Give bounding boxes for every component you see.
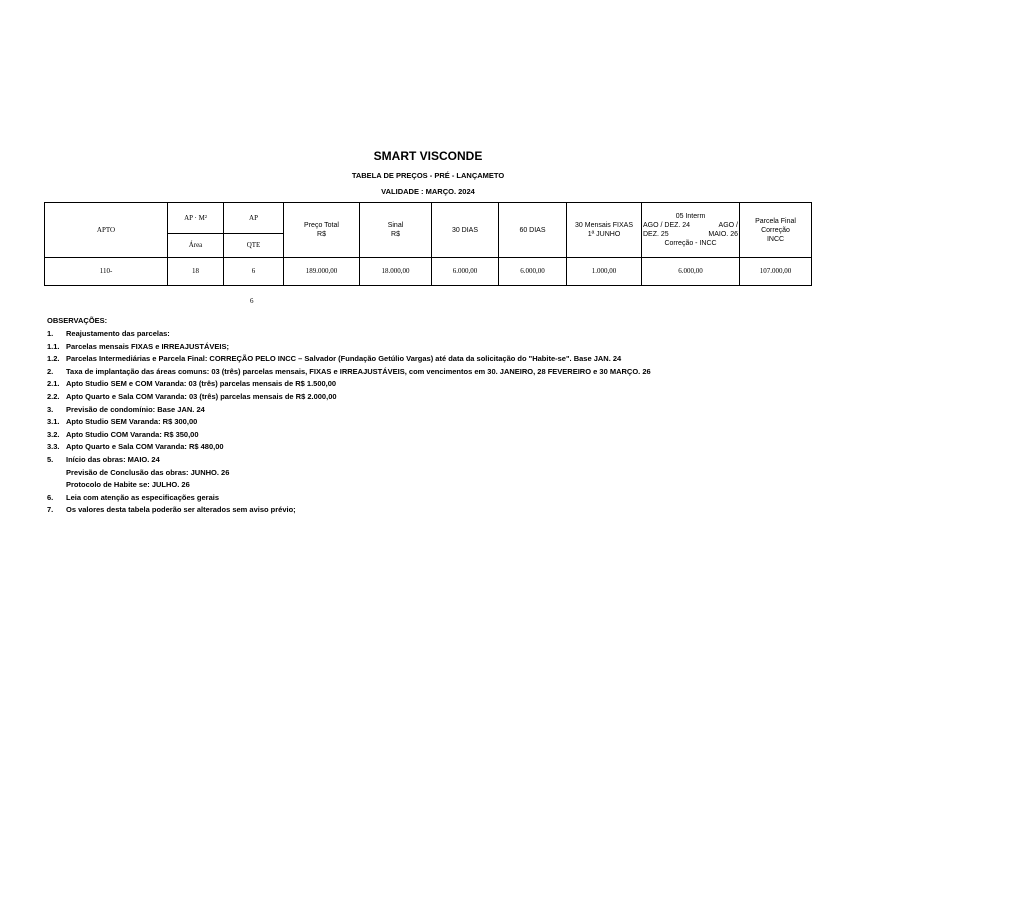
list-item: 1.1. Parcelas mensais FIXAS e IRREAJUSTÁVEIS; <box>47 341 229 351</box>
list-item: 6. Leia com atenção as especificações gerais <box>47 492 219 502</box>
header-intermediarias <box>642 203 740 258</box>
header-mensais-line1: 30 Mensais FIXAS <box>575 222 633 229</box>
list-item: Protocolo de Habite se: JULHO. 26 <box>66 480 190 490</box>
header-sinal <box>360 203 432 258</box>
cell-apto: 110- <box>45 258 168 286</box>
header-interm-line4: Correção - INCC <box>664 240 717 247</box>
header-preco-total <box>284 203 360 258</box>
document-title: SMART VISCONDE <box>373 149 483 163</box>
header-preco-total-line1: Preço Total <box>304 222 339 229</box>
header-60-dias: 60 DIAS <box>499 203 567 258</box>
cell-60-dias: 6.000,00 <box>499 258 567 286</box>
cell-parcela-final: 107.000,00 <box>740 258 812 286</box>
list-item: 3.2. Apto Studio COM Varanda: R$ 350,00 <box>47 429 199 439</box>
header-ap-m2: AP · M² <box>168 203 224 234</box>
header-interm-line2a: AGO / DEZ. 24 <box>643 222 691 229</box>
list-item: 7. Os valores desta tabela poderão ser alterados sem aviso prévio; <box>47 505 296 515</box>
table-row <box>45 258 812 286</box>
cell-sinal: 18.000,00 <box>360 258 432 286</box>
header-preco-total-line2: R$ <box>317 231 326 238</box>
observations-list <box>47 328 807 517</box>
cell-intermediarias: 6.000,00 <box>642 258 740 286</box>
header-interm-line3a: DEZ. 25 <box>643 231 669 238</box>
header-apto: APTO <box>45 203 168 258</box>
cell-mensais: 1.000,00 <box>567 258 642 286</box>
header-final-line2: Correção <box>761 226 790 234</box>
cell-30-dias: 6.000,00 <box>432 258 499 286</box>
cell-preco-total: 189.000,00 <box>284 258 360 286</box>
observations-title: OBSERVAÇÕES: <box>47 316 108 325</box>
cell-qte: 6 <box>224 258 284 286</box>
header-sinal-line2: R$ <box>391 231 400 238</box>
header-ap: AP <box>224 203 284 234</box>
header-interm-line3b: MAIO. 26 <box>708 231 738 238</box>
list-item: 1. Reajustamento das parcelas: <box>47 329 170 338</box>
document-subtitle: TABELA DE PREÇOS - PRÉ - LANÇAMETO <box>351 171 505 180</box>
header-final-line3: INCC <box>766 235 785 243</box>
list-item: 5. Início das obras: MAIO. 24 <box>47 454 160 464</box>
header-parcela-final <box>740 203 812 258</box>
price-table <box>44 202 812 286</box>
header-mensais <box>567 203 642 258</box>
list-item: 1.2. Parcelas Intermediárias e Parcela Final: CORREÇÃO PELO INCC – Salvador (Fundação Getúlio Vargas) até data da solicitação do "Habite-se". Base JAN. 24 <box>47 354 622 364</box>
list-item: 2. Taxa de implantação das áreas comuns: 03 (três) parcelas mensais, FIXAS e IRREAJUSTÁVEIS, com vencimentos em 30. JANEIRO, 28 FEVEREIRO e 30 MARÇO. 26 <box>47 366 651 376</box>
list-item: 2.2. Apto Quarto e Sala COM Varanda: 03 (três) parcelas mensais de R$ 2.000,00 <box>47 391 337 401</box>
cell-area: 18 <box>168 258 224 286</box>
header-qte: QTE <box>224 234 284 258</box>
list-item: 3. Previsão de condomínio: Base JAN. 24 <box>47 404 205 414</box>
list-item: Previsão de Conclusão das obras: JUNHO. 26 <box>66 467 230 477</box>
header-area: Área <box>168 234 224 258</box>
header-final-line1: Parcela Final <box>755 217 796 225</box>
header-mensais-line2: 1ª JUNHO <box>587 231 621 238</box>
table-header-row <box>45 203 812 234</box>
total-qte: 6 <box>250 297 254 305</box>
header-30-dias: 30 DIAS <box>432 203 499 258</box>
header-sinal-line1: Sinal <box>387 222 404 229</box>
header-interm-line1: 05 Interm <box>675 213 706 220</box>
list-item: 3.3. Apto Quarto e Sala COM Varanda: R$ 480,00 <box>47 442 224 452</box>
list-item: 2.1. Apto Studio SEM e COM Varanda: 03 (três) parcelas mensais de R$ 1.500,00 <box>47 379 337 389</box>
header-interm-line2b: AGO / <box>718 222 738 229</box>
list-item: 3.1. Apto Studio SEM Varanda: R$ 300,00 <box>47 417 198 427</box>
validity-date: VALIDADE : MARÇO. 2024 <box>381 187 475 196</box>
